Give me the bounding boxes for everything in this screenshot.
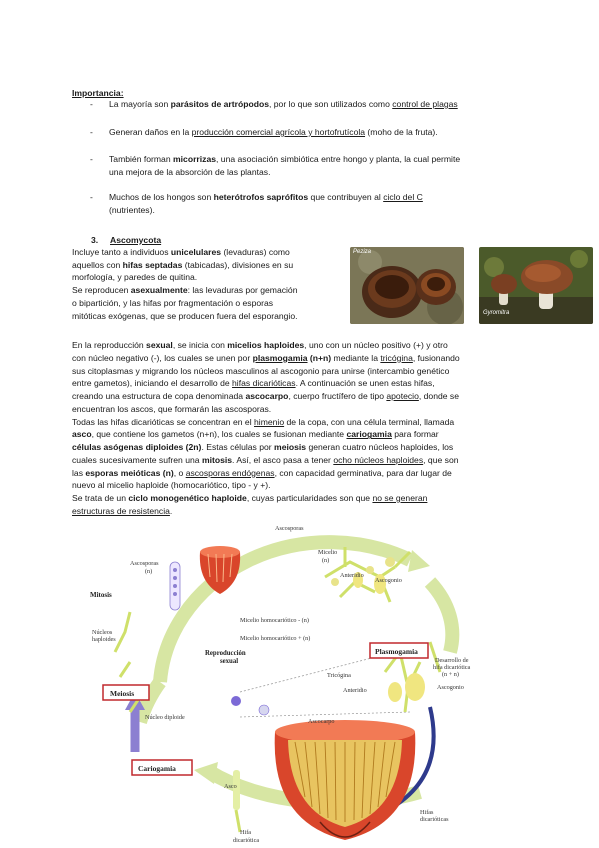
text-run: (nutrientes). <box>109 204 155 215</box>
bullet-line <box>109 191 539 203</box>
underlined-text: no se generan <box>372 493 428 503</box>
underlined-text: tricógina <box>380 352 413 363</box>
bold-text: parásitos de artrópodos <box>170 99 269 109</box>
text-run: una mejora de la absorción de las plantas. <box>109 166 271 177</box>
label-nucleos: Núcleos <box>92 629 113 636</box>
label-haploides: haploides <box>92 636 116 643</box>
bold-text: hifas septadas <box>122 259 183 270</box>
text-run: sus citoplasmas y migrando los núcleos masculinos al ascogonio para unirse (intercambio genético <box>72 365 450 376</box>
text-run: aquellos con <box>72 259 123 270</box>
label-ascocarpo: Ascocarpo <box>308 718 335 725</box>
bullet-line <box>109 98 539 110</box>
text-run: , cuyas particularidades son que <box>246 493 373 503</box>
label-ascosporas-left: Ascosporas <box>130 560 159 567</box>
intro-line <box>72 259 293 271</box>
label-mitosis: Mitosis <box>90 591 112 599</box>
underlined-text: himenio <box>254 416 285 427</box>
text-run: . Estas células por <box>201 442 275 452</box>
peziza-photo <box>350 247 464 324</box>
text-run: La mayoría son <box>109 99 171 109</box>
label-reproduccion: Reproducción <box>205 650 246 657</box>
bold-text: ciclo monogenético haploide <box>128 493 247 503</box>
text-run: , se inicia con <box>172 340 228 350</box>
text-run: para formar <box>391 429 439 440</box>
label-n-n: (n + n) <box>442 671 459 678</box>
gyromitra-photo <box>479 247 593 324</box>
intro-line <box>72 297 273 309</box>
bold-text: cariogamia <box>346 429 392 440</box>
bold-text: mitosis <box>201 454 233 465</box>
label-ascogonio: Ascogonio <box>437 684 464 691</box>
section-number: 3. <box>91 235 99 245</box>
label-desarrollo: Desarrollo de <box>435 657 469 664</box>
bold-text: esporas meióticas (n) <box>85 467 174 478</box>
plasmogamia-label: Plasmogamia <box>375 647 418 656</box>
cariogamia-label: Cariogamia <box>138 764 176 773</box>
text-run: (levaduras) como <box>221 247 290 257</box>
text-run: Se trata de un <box>72 493 129 503</box>
label-dicariotica: dicariótica <box>233 837 260 844</box>
text-run: , cuerpo fructífero de tipo <box>288 391 387 401</box>
label-nucleo-diploide: Núcleo diploide <box>145 714 185 721</box>
intro-line <box>72 310 298 322</box>
body-line <box>72 365 449 377</box>
text-run: , uno con un núcleo positivo (+) y otro <box>304 340 448 350</box>
bullet-line <box>109 126 539 138</box>
label-ascosporas-top: Ascosporas <box>275 525 304 532</box>
intro-line <box>72 271 197 283</box>
text-run: entre gametos), iniciando el desarrollo de <box>72 378 233 389</box>
label-micelio-plus: Micelio homocariótico + (n) <box>240 635 311 642</box>
bold-text: heterótrofos saprófitos <box>213 192 309 202</box>
body-line <box>72 479 270 491</box>
text-run: (moho de la fruta). <box>365 127 438 137</box>
text-run: encuentran los ascos, que formarán las ascosporas. <box>72 403 272 414</box>
body-line <box>72 403 271 415</box>
underlined-text: ciclo del C <box>383 192 423 202</box>
text-run: , una asociación simbiótica entre hongo y planta, la cual permite <box>216 154 461 164</box>
nucleus-icon <box>231 696 241 706</box>
text-run: Incluye tanto a individuos <box>72 247 171 257</box>
text-run: , o <box>173 467 186 478</box>
text-run: mitóticas exógenas, que se producen fuera del esporangio. <box>72 310 298 321</box>
text-run: , que son <box>423 454 459 465</box>
bullet-line <box>109 166 539 178</box>
text-run: Se reproducen <box>72 285 131 296</box>
label-hifa: Hifa <box>240 829 251 836</box>
asco-icon <box>233 770 240 810</box>
label-tricogina: Tricógina <box>327 672 351 679</box>
underlined-text: control de plagas <box>392 99 458 109</box>
text-run: mediante la <box>331 352 381 363</box>
label-micelio-minus: Micelio homocariótico - (n) <box>240 617 309 624</box>
bullet-dash: - <box>90 127 93 137</box>
body-line <box>72 467 452 479</box>
label-sexual: sexual <box>220 658 239 665</box>
bold-text: asexualmente <box>130 285 188 296</box>
text-run: morfología, y paredes de quitina. <box>72 272 198 283</box>
text-run: generan cuatro núcleos haploides, los <box>306 442 454 452</box>
text-run: las <box>72 467 86 478</box>
label-hifa-dicariotica-top: hifa dicariótica <box>433 664 471 671</box>
bold-text: unicelulares <box>170 247 222 257</box>
intro-line <box>72 284 298 296</box>
body-line <box>72 428 439 440</box>
body-line <box>72 390 459 402</box>
bullet-dash: - <box>90 154 93 164</box>
label-anteridio-top: Anteridio <box>340 572 364 579</box>
bold-text: asco <box>72 429 92 440</box>
text-run: . Así, el asco pasa a tener <box>232 454 334 465</box>
importancia-heading: Importancia: <box>72 88 124 98</box>
underlined-text: hifas dicarióticas <box>232 378 296 389</box>
cycle-arrow-top <box>160 542 410 682</box>
text-run: , donde se <box>418 391 460 401</box>
underlined-text: ocho núcleos haploides <box>333 454 424 465</box>
bold-text: (n+n) <box>309 352 332 363</box>
text-run: o bipartición, y las hifas por fragmentación o esporas <box>72 297 274 308</box>
text-run: nuevo al micelio haploide (homocariótico, tipo - y +). <box>72 480 271 491</box>
text-run: , con capacidad germinativa, para dar lugar de <box>274 467 452 478</box>
text-run: (tabicadas), divisiones en su <box>182 259 294 270</box>
text-run: que contribuyen al <box>308 192 384 202</box>
peziza-label: Peziza <box>353 249 372 255</box>
text-run: : las levaduras por gemación <box>187 285 298 296</box>
bold-text: micelios haploides <box>227 340 305 350</box>
bullet-line <box>109 153 539 165</box>
underlined-text: ascosporas endógenas <box>185 467 275 478</box>
text-run: . <box>169 505 173 516</box>
meiosis-label: Meiosis <box>110 689 135 698</box>
bold-text: sexual <box>146 340 173 350</box>
body-line <box>72 505 172 517</box>
label-micelio: Micelio <box>318 549 338 556</box>
bold-text: micorrizas <box>173 154 217 164</box>
text-run: , que contiene los gametos (n+n), los cuales se fusionan mediante <box>91 429 347 440</box>
bold-text: ascocarpo <box>245 391 289 401</box>
body-line <box>72 454 459 466</box>
body-line <box>72 377 435 389</box>
label-dicarioticas: dicarióticas <box>420 816 449 823</box>
text-run: Muchos de los hongos son <box>109 192 214 202</box>
label-anteridio: Anteridio <box>343 687 367 694</box>
text-run: con núcleo negativo (-), los cuales se unen por <box>72 352 253 363</box>
body-line <box>72 492 427 504</box>
text-run: de la copa, con una célula terminal, llamada <box>284 416 455 427</box>
label-ascosporas-left-n: (n) <box>145 568 153 575</box>
ascocarpo-icon <box>275 720 416 840</box>
body-line <box>72 416 454 428</box>
label-ascogonio-top: Ascogonio <box>375 577 402 584</box>
text-run: También forman <box>109 154 174 164</box>
peziza-fungus-image <box>350 247 464 324</box>
text-run: . A continuación se unen estas hifas, <box>295 378 435 389</box>
bold-text: meiosis <box>274 442 307 452</box>
underlined-text: producción comercial agrícola y hortofrutícola <box>191 127 366 137</box>
bullet-line <box>109 204 539 216</box>
intro-line <box>72 246 290 258</box>
underlined-text: apotecio <box>386 391 419 401</box>
text-run: creando una estructura de copa denominada <box>72 391 246 401</box>
label-asco: Asco <box>224 783 237 790</box>
section-title: Ascomycota <box>110 235 162 245</box>
bold-text: células asógenas diploides (2n) <box>72 442 202 452</box>
body-line <box>72 352 460 364</box>
body-line <box>72 441 453 453</box>
text-run: , fusionando <box>412 352 460 363</box>
text-run: En la reproducción <box>72 340 147 350</box>
bullet-dash: - <box>90 99 93 109</box>
underlined-text: estructuras de resistencia <box>72 505 170 516</box>
bold-text: plasmogamia <box>252 352 308 363</box>
bullet-dash: - <box>90 192 93 202</box>
life-cycle-diagram <box>90 522 545 848</box>
label-hifas: Hifas <box>420 809 434 816</box>
text-run: Generan daños en la <box>109 127 192 137</box>
text-run: Todas las hifas dicarióticas se concentran en el <box>72 416 254 427</box>
gyromitra-label: Gyromitra <box>483 310 510 316</box>
body-line <box>72 339 448 351</box>
text-run: cuales sucesivamente sufren una <box>72 454 202 465</box>
label-micelio-n: (n) <box>322 557 330 564</box>
text-run: , por lo que son utilizados como <box>269 99 393 109</box>
